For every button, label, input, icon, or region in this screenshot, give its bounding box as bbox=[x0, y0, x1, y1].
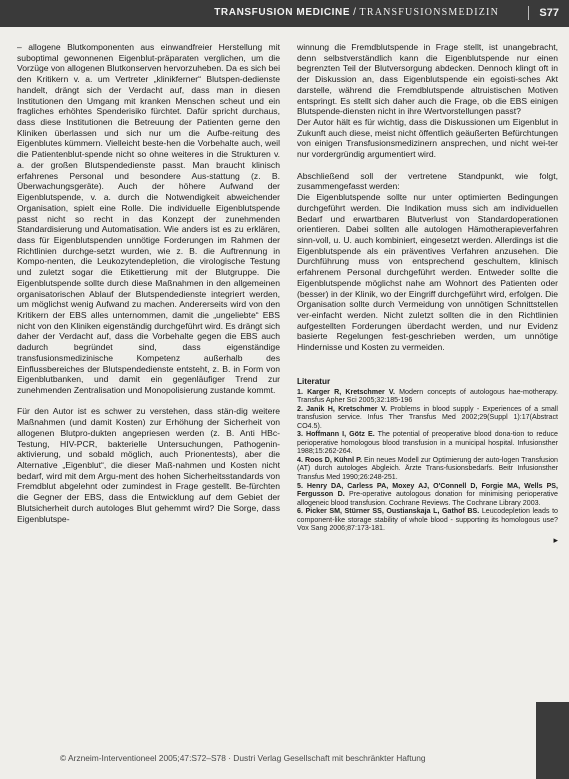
right-column bbox=[297, 42, 558, 546]
reference-item bbox=[297, 482, 558, 508]
paragraph: Die Eigenblutspende sollte nur unter optimierten Bedingungen durchgeführt werden. Die Indikation muss sich am individuellen Bedarf und erwartbaren Blutverlust von Standardoperationen orientieren. Dabei sollten alle autologen Hämotherapieverfahren sinn-voll, u. U. auch kombiniert, eingesetzt werden. Allerdings ist die Eigenblutspende als ein präventives Verfahren anzusehen. Die Durchführung muss von entsprechend geschultem, klinisch erfahrenem Personal durchgeführt werden. Entweder sollte die Eigenblutspende möglichst nahe am Wohnort des Patienten oder (besser) in der Klinik, wo der Eingriff durchgeführt wird, erfolgen. Die Organisation sollte durch Vermeidung von unnötigen Schnittstellen ver-einfacht werden. Nicht zuletzt sollten die in den Richtlinien aufgestellten Forderungen überdacht werden, und nur Evidenz basierte Regelungen fest-geschrieben werden, um unnötige Hindernisse und Kosten zu vermeiden. bbox=[297, 192, 558, 353]
reference-authors: 6. Picker SM, Stürner SS, Oustianskaja L, Gathof BS. bbox=[297, 507, 480, 516]
reference-text: Pre-operative autologous donation for minimising perioperative allogeneic blood transfusion. Cochrane Reviews. The Cochrane Library 2003. bbox=[297, 490, 559, 507]
reference-text: Problems in blood supply - Experiences of a small transfusion service. Infus Ther Transfus Med 2002;29(Suppl 1):17(Abstract CO4.5). bbox=[297, 404, 558, 430]
paragraph: winnung die Fremdblutspende in Frage stellt, ist unangebracht, denn selbstverständlich kann die Eigenblutspende nur einen begrenzten Teil der Blutversorgung abdecken. Dennoch klingt oft in der Diskussion an, dass Eigenblutspende ein egoisti-sches Akt darstelle, während die Fremdblutspende altruistischen Motiven entspringt. Es stellt sich daher auch die Frage, ob die EBS einigen Blutspende-diensten nicht in ihre Wertvorstellungen passt? bbox=[297, 42, 558, 117]
continue-arrow-icon: ▸ bbox=[553, 534, 558, 545]
running-header bbox=[0, 0, 569, 27]
reference-item bbox=[297, 405, 558, 431]
reference-authors: 1. Karger R, Kretschmer V. bbox=[297, 387, 395, 396]
reference-text: Ein neues Modell zur Optimierung der auto-logen Transfusion (AT) durch autologes Abgleich. Ärzte Trans-fusionsbedarfs. Beitr Infusionsther Transfus Med 1990;26:248-251. bbox=[297, 455, 559, 482]
reference-authors: 3. Hoffmann I, Götz E. bbox=[297, 430, 375, 439]
literature-heading: Literatur bbox=[297, 376, 331, 386]
paragraph: Abschließend soll der vertretene Standpunkt, wie folgt, zusammengefasst werden: bbox=[297, 170, 558, 192]
reference-text: The potential of preoperative blood dona-tion to reduce perioperative homologous blood transfusion in a municipal hospital. Infusionsther 1988;15:262-264. bbox=[297, 430, 559, 456]
journal-title-english: TRANSFUSION MEDICINE bbox=[214, 7, 351, 18]
reference-item bbox=[297, 507, 558, 533]
reference-list bbox=[297, 388, 558, 533]
reference-item bbox=[297, 430, 558, 456]
page-footer: © Arzneim-Interventioneel 2005;47:S72–S78 · Dustri Verlag Gesellschaft mit beschränkter Haftung bbox=[60, 753, 426, 763]
reference-text: Modern concepts of autologous hae-motherapy. Transfus Apher Sci 2005;32:185-196 bbox=[297, 387, 558, 405]
page-edge-marker bbox=[536, 702, 569, 779]
title-separator: / bbox=[353, 7, 357, 18]
paragraph: Der Autor hält es für wichtig, dass die Diskussionen um Eigenblut in Zukunft auch diese, meist nicht öffentlich geäußerten Befürchtungen von einigen Transfusionsmedizinern ansprechen, und nicht wei-ter nur vordergründig argumentiert wird. bbox=[297, 117, 558, 160]
page-number: S77 bbox=[528, 6, 559, 20]
reference-item bbox=[297, 456, 558, 482]
paragraph: – allogene Blutkomponenten aus einwandfreier Herstellung mit suboptimal gewonnenen Eigenblut-präparaten verglichen, um die Vorzüge von allogenen Blutkonserven hervorzuheben. Da es sich bei den Kritikern v. a. um Vertreter „klinikferner“ Blutspen-dedienste handelt, drängt sich der Verdacht auf, dass man in diesen Institutionen den Umgang mit kranken Menschen scheut und ein fragliches erhöhtes Spenderisiko fürchtet. Dafür spricht durchaus, dass diese Institutionen die Betreuung der Patienten gerne den Kliniken überlassen und sich nur um die Aufbe-reitung des Eigenblutes kümmern. Vielleicht beste-hen die Vorbehalte auch, weil die Patientenblut-spende nicht so ohne weiteres in die Strukturen v. a. der großen Blutspendedienste passt. Man braucht klinisch erfahrenes Personal und besondere Aus-stattung (z. B. Überwachungsgeräte). Auch der höhere Aufwand der Eigenblutspende, v. a. durch die Notwendigkeit abweichender Organisation, spielt eine Rolle. Die individuelle Eigenblutspende passt nicht so recht in das Konzept der zunehmenden Standardisierung und Automatisation. Wie anders ist es zu erklären, dass für Eigenblutspenden unnötige Forderungen im Rahmen der Richtlinien durchge-setzt wurden, wie z. B. die Auftrennung in Kompo-nenten, die Leukozytendepletion, die virologische Testung und zuletzt sogar die Etikettierung mit der Blutgruppe. Die Eigenblutspende sollte durch diese Maßnahmen in den allgemeinen organisatorischen Ablauf der Blutspendedienste integriert werden, um möglichst wenig Aufwand zu machen. Andererseits wird von den Kritikern der EBS alles unternommen, damit die „ungeliebte“ EBS nicht von den Kliniken eigenständig durchgeführt wird. Es drängt sich daher der Verdacht auf, dass die Vorbehalte gegen die EBS auch dadurch begründet sind, dass eigenständige transfusionsmedizinische Kompetenz außerhalb des Einflussbereiches der Blutspendedienste entsteht, z. B. in Form von Eigenblutbanken, und damit ein gegenläufiger Trend zur zunehmenden Zentralisation und Monopolisierung zustande kommt. bbox=[17, 42, 280, 395]
reference-text: Leucodepletion leads to component-like storage stability of whole blood - supporting its homologous use? Vox Sang 2006;87:173-181. bbox=[297, 507, 558, 533]
paragraph: Für den Autor ist es schwer zu verstehen, dass stän-dig weitere Maßnahmen (und damit Kosten) zur Erhöhung der Sicherheit von allogenen Blutpro-dukten angepriesen werden (z. B. Anti HBc-Testung, HIV-PCR, bakterielle Untersuchungen, Pathogenin-aktivierung, und sobald möglich, auch Prionentests), aber die Alternative „Eigenblut“, die dieser Maß-nahmen und Kosten nicht bedarf, wird mit dem Argu-ment des hohen Sicherheitsstandards von Fremdblut abgelehnt oder zumindest in Frage gestellt. Be-fürchten die Gegner der EBS, dass die Entwicklung auf dem Gebiet der Blutsicherheit durch autologes Blut gehemmt wird? Die Sorge, dass Eigenblutspe- bbox=[17, 406, 280, 524]
left-column bbox=[17, 42, 280, 524]
journal-title bbox=[214, 7, 499, 18]
reference-authors: 2. Janik H, Kretschmer V. bbox=[297, 404, 387, 413]
reference-authors: 5. Henry DA, Carless PA, Moxey AJ, O'Connell D, Forgie MA, Wells PS, Fergusson D. bbox=[297, 481, 558, 499]
reference-item bbox=[297, 388, 558, 405]
journal-title-german: TRANSFUSIONSMEDIZIN bbox=[359, 7, 499, 18]
reference-authors: 4. Roos D, Kühnl P. bbox=[297, 455, 362, 464]
